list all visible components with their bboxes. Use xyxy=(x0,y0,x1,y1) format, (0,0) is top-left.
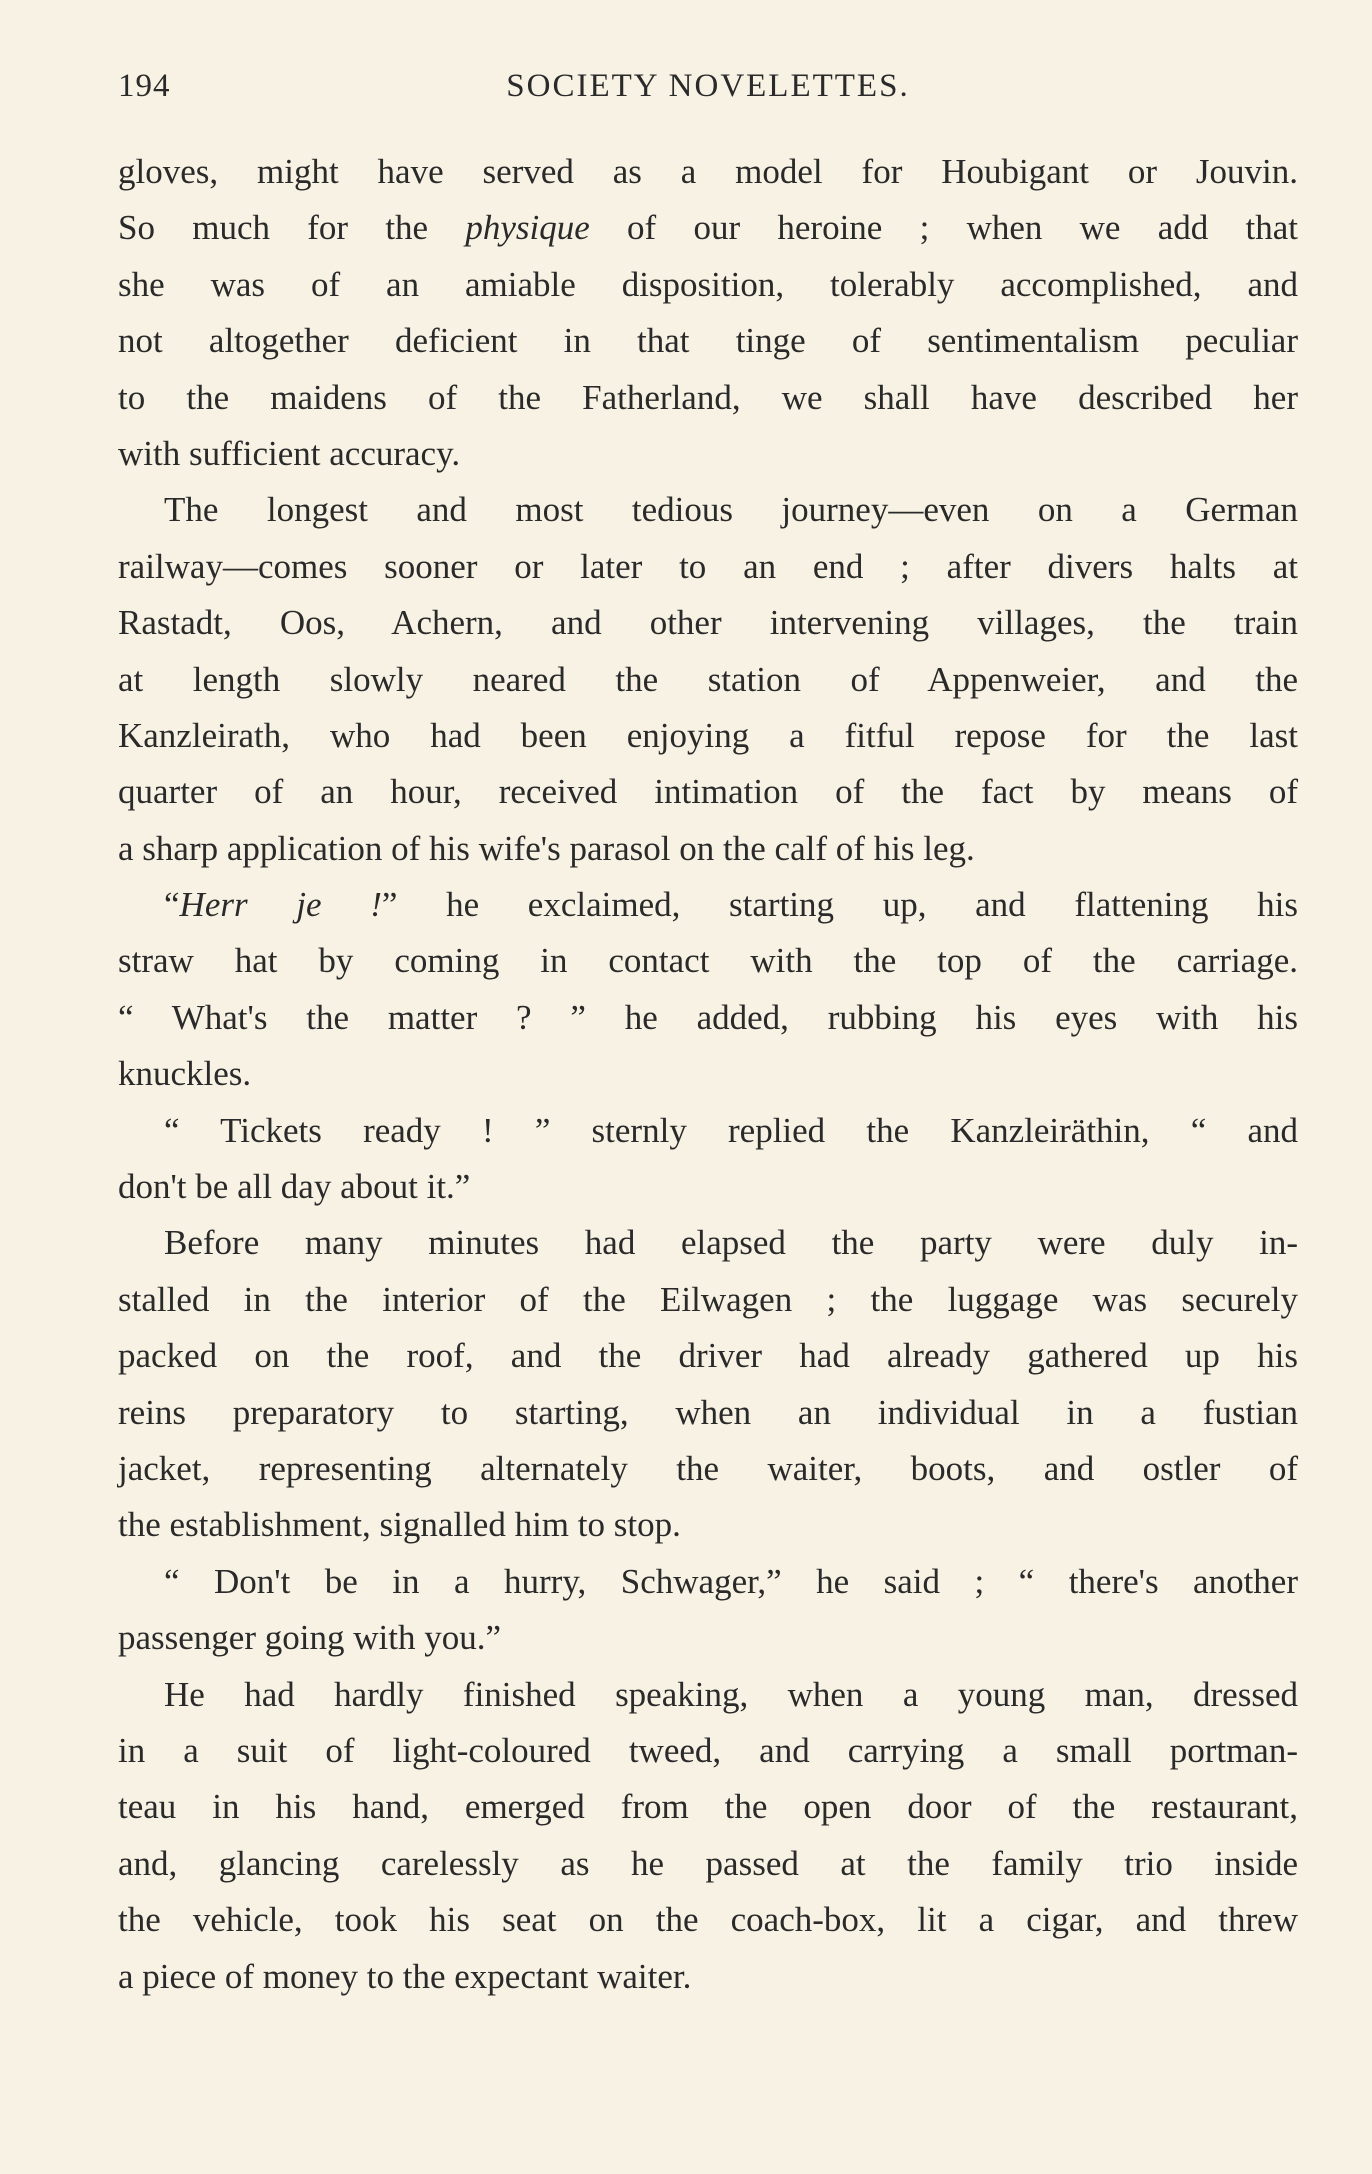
text-line: Before many minutes had elapsed the party were duly in- xyxy=(164,1223,1298,1263)
text-line: Rastadt, Oos, Achern, and other intervening villages, the train xyxy=(118,603,1298,643)
text-line: with sufficient accuracy. xyxy=(118,433,461,473)
text-line: the vehicle, took his seat on the coach-box, lit a cigar, and threw xyxy=(118,1900,1298,1940)
text-line: He had hardly finished speaking, when a young man, dressed xyxy=(164,1674,1298,1714)
italic-word: physique xyxy=(465,208,590,248)
text-line: a piece of money to the expectant waiter. xyxy=(118,1956,692,1996)
running-head xyxy=(118,68,1298,112)
text-line: straw hat by coming in contact with the top of the carriage. xyxy=(118,941,1298,981)
text-line: gloves, might have served as a model for Houbigant or Jouvin. xyxy=(118,152,1298,191)
text-line: passenger going with you.” xyxy=(118,1618,501,1658)
text-line: railway—comes sooner or later to an end ; after divers halts at xyxy=(118,546,1298,586)
text-line: and, glancing carelessly as he passed at the family trio inside xyxy=(118,1843,1298,1883)
text-line: Kanzleirath, who had been enjoying a fitful repose for the last xyxy=(118,715,1298,755)
text-line: “ Don't be in a hurry, Schwager,” he said ; “ there's another xyxy=(164,1561,1298,1601)
text-line: stalled in the interior of the Eilwagen ; the luggage was securely xyxy=(118,1279,1298,1319)
text-line: teau in his hand, emerged from the open door of the restaurant, xyxy=(118,1787,1298,1827)
text-line: packed on the roof, and the driver had already gathered up his xyxy=(118,1336,1298,1376)
text-line: the establishment, signalled him to stop. xyxy=(118,1505,681,1545)
text-line: quarter of an hour, received intimation of the fact by means of xyxy=(118,772,1298,812)
running-title: SOCIETY NOVELETTES. xyxy=(506,68,910,104)
text-line: she was of an amiable disposition, tolerably accomplished, and xyxy=(118,264,1298,304)
text-line: The longest and most tedious journey—even on a German xyxy=(164,490,1298,530)
text-line: So much for the physique of our heroine ; when we add that xyxy=(118,208,1299,248)
text-line: a sharp application of his wife's parasol on the calf of his leg. xyxy=(118,828,975,868)
text-line: not altogether deficient in that tinge of sentimentalism peculiar xyxy=(118,321,1298,361)
text-line: “ What's the matter ? ” he added, rubbing his eyes with his xyxy=(118,997,1298,1037)
text-line: “Herr je !” he exclaimed, starting up, and flattening his xyxy=(164,885,1298,925)
text-line: jacket, representing alternately the waiter, boots, and ostler of xyxy=(118,1448,1298,1488)
text-line: “ Tickets ready ! ” sternly replied the Kanzleiräthin, “ and xyxy=(164,1110,1298,1150)
text-line: don't be all day about it.” xyxy=(118,1167,471,1207)
text-line: to the maidens of the Fatherland, we shall have described her xyxy=(118,377,1298,417)
italic-phrase: Herr je ! xyxy=(179,885,382,925)
body-text xyxy=(118,144,1298,2005)
text-line: at length slowly neared the station of Appenweier, and the xyxy=(118,659,1298,699)
text-line: reins preparatory to starting, when an individual in a fustian xyxy=(118,1392,1298,1432)
page-number: 194 xyxy=(118,68,171,104)
text-line: in a suit of light-coloured tweed, and carrying a small portman- xyxy=(118,1730,1298,1770)
text-line: knuckles. xyxy=(118,1054,252,1094)
